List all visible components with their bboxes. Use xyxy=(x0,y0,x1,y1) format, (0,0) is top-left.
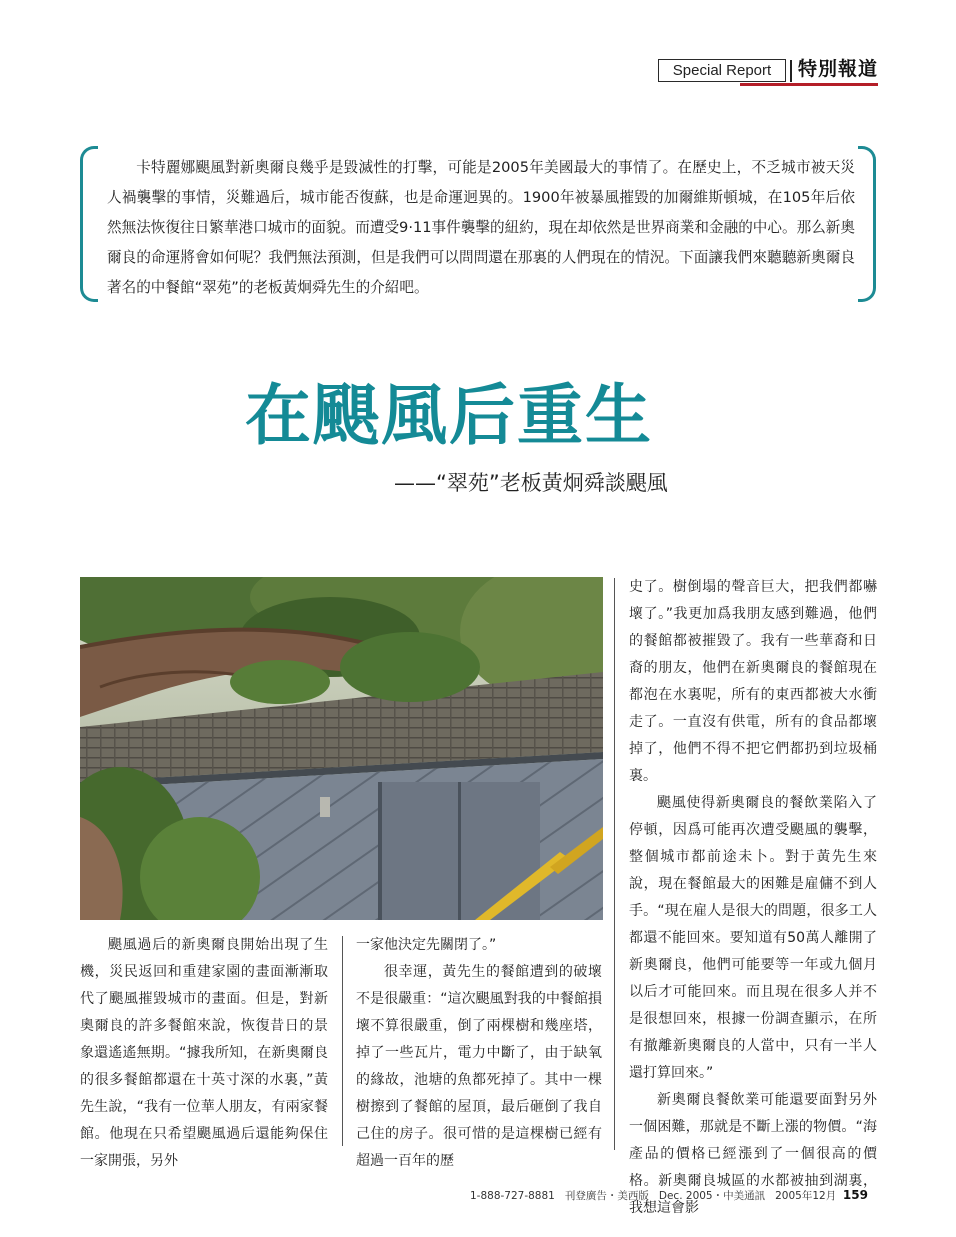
fallen-tree-on-roof-photo xyxy=(80,577,603,920)
section-divider xyxy=(790,60,792,82)
intro-bracket-left xyxy=(80,146,98,302)
section-red-underline xyxy=(740,83,878,86)
col3-paragraph-1: 史了。樹倒塌的聲音巨大，把我們都嚇壞了。”我更加爲我朋友感到難過，他們的餐館都被摧毀了。我有一些華裔和日裔的朋友，他們在新奧爾良的餐館現在都泡在水裏呢，所有的東西都被大水衝走了。一直沒有供電，所有的食品都壞掉了，他們不得不把它們都扔到垃圾桶裏。 xyxy=(629,579,877,784)
page-number: 159 xyxy=(842,1188,868,1202)
col3-paragraph-3: 新奧爾良餐飲業可能還要面對另外一個困難，那就是不斷上漲的物價。“海產品的價格已經漲到了一個很高的價格。新奧爾良城區的水都被抽到湖裏，我想這會影 xyxy=(629,1092,877,1216)
column-divider-2 xyxy=(614,578,615,1150)
page-footer xyxy=(470,1187,878,1204)
col3-paragraph-2: 颶風使得新奧爾良的餐飲業陷入了停頓，因爲可能再次遭受颶風的襲擊，整個城市都前途未卜。對于黃先生來說，現在餐館最大的困難是雇傭不到人手。“現在雇人是很大的問題，很多工人都還不能回來。要知道有50萬人離開了新奧爾良，他們可能要等一年或九個月以后才可能回來。而且現在很多人并不是很想回來，根據一份調查顯示，在所有撤離新奧爾良的人當中，只有一半人還打算回來。” xyxy=(629,795,877,1081)
col2-paragraph-1: 一家他決定先關閉了。” xyxy=(356,937,497,953)
column-2 xyxy=(356,932,602,1175)
footer-phone: 1-888-727-8881 xyxy=(470,1190,555,1202)
footer-issue: Dec. 2005・中美通訊 xyxy=(658,1190,766,1202)
section-label-zh: 特別報道 xyxy=(798,58,879,80)
intro-bracket-right xyxy=(858,146,876,302)
intro-paragraph: 卡特麗娜颶風對新奧爾良幾乎是毀滅性的打擊，可能是2005年美國最大的事情了。在歷史上，不乏城市被天災人禍襲擊的事情，災難過后，城市能否復蘇，也是命運迥異的。1900年被暴風摧毀的加爾維斯頓城，在105年后依然無法恢復往日繁華港口城市的面貌。而遭受9·11事件襲擊的紐約，現在却依然是世界商業和金融的中心。那么新奧爾良的命運將會如何呢？我們無法預測，但是我們可以問問還在那裏的人們現在的情況。下面讓我們來聽聽新奧爾良著名的中餐館“翠苑”的老板黃炯舜先生的介紹吧。 xyxy=(107,159,855,296)
col2-paragraph-2: 很幸運，黃先生的餐館遭到的破壞不是很嚴重：“這次颶風對我的中餐館損壞不算很嚴重，倒了兩棵樹和幾座塔，掉了一些瓦片，電力中斷了，由于缺氧的緣故，池塘的魚都死掉了。其中一棵樹擦到了餐館的屋頂，最后砸倒了我自己住的房子。很可惜的是這棵樹已經有超過一百年的歷 xyxy=(356,964,602,1169)
column-1 xyxy=(80,932,328,1175)
article-title: 在颶風后重生 xyxy=(245,376,653,454)
article-subtitle: ——“翠苑”老板黃炯舜談颶風 xyxy=(394,471,668,495)
footer-date-zh: 2005年12月 xyxy=(775,1190,837,1202)
column-3 xyxy=(629,574,877,1222)
section-label-en: Special Report xyxy=(658,59,786,82)
column-divider-1 xyxy=(342,936,343,1146)
col1-paragraph: 颶風過后的新奧爾良開始出現了生機，災民返回和重建家園的畫面漸漸取代了颶風摧毀城市的畫面。但是，對新奧爾良的許多餐館來說，恢復昔日的景象還遙遙無期。“據我所知，在新奧爾良的很多餐館都還在十英寸深的水裏，”黃先生說，“我有一位華人朋友，有兩家餐館。他現在只希望颶風過后還能夠保住一家開張，另外 xyxy=(80,937,328,1169)
footer-publication: 刊登廣告・美西版 xyxy=(564,1190,649,1202)
